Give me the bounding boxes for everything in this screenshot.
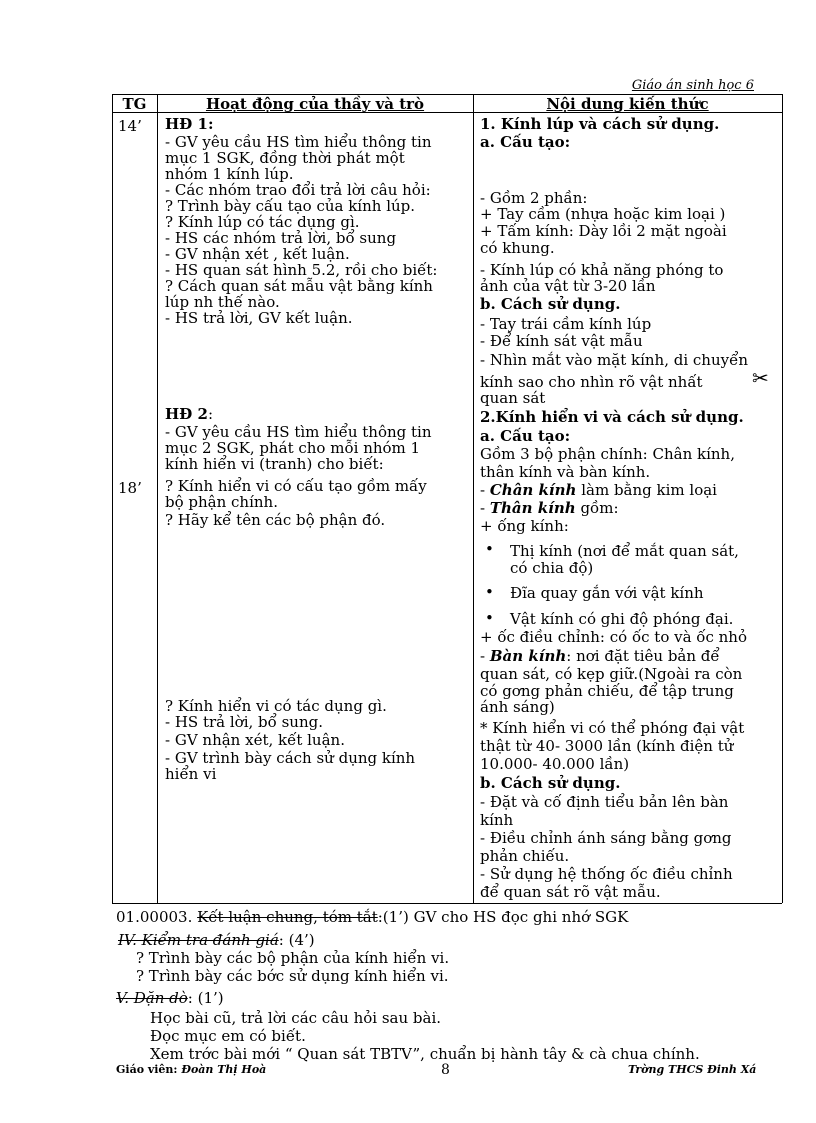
bullet-dot-icon: • [485,609,494,627]
s2b-line: kính [480,811,514,829]
bullet-dot-icon: • [485,540,494,558]
hd1-line: ? Kính lúp có tác dụng gì. [165,213,360,231]
hd1-line: lúp nh thế nào. [165,293,280,311]
section-5-title: V. Dặn dò [116,989,188,1007]
s2b-line: phản chiếu. [480,847,570,865]
col-header-activities: Hoạt động của thầy và trò [205,95,425,113]
footer-teacher-label: Giáo viên: [116,1063,182,1076]
s1b-line: quan sát [480,389,546,407]
hd2-line: ? Hãy kể tên các bộ phận đó. [165,511,386,529]
section-5-suffix: : (1’) [187,989,224,1007]
s2b-line: để quan sát rõ vật mẫu. [480,883,661,901]
hd2-title-suffix: : [207,405,214,423]
s1b-line: kính sao cho nhìn rõ vật nhất [480,373,703,391]
ban-kinh-text: : nơi đặt tiêu bản để [566,647,720,665]
hd1-line: ? Cách quan sát mẫu vật bằng kính [165,277,433,295]
hd2-line: mục 2 SGK, phát cho mỗi nhóm 1 [165,439,421,457]
s1b-line: - Nhìn mắt vào mặt kính, di chuyển [480,351,748,369]
hd1-line: ? Trình bày cấu tạo của kính lúp. [165,197,416,215]
section-5-line: Học bài cũ, trả lời các câu hỏi sau bài. [150,1009,442,1027]
tg-14: 14’ [118,117,142,135]
ban-kinh-line: thật từ 40- 3000 lần (kính điện tử [480,737,734,755]
s1a-line: - Gồm 2 phần: [480,189,588,207]
hd2-line: - GV yêu cầu HS tìm hiểu thông tin [165,423,432,441]
table-col-divider-2 [473,94,474,903]
s2b-title: b. Cách sử dụng. [480,774,621,792]
col-header-content: Nội dung kiến thức [546,95,709,113]
s2a-title: a. Cấu tạo: [480,427,571,445]
hd2-line: bộ phận chính. [165,493,278,511]
section-4-title: IV. Kiểm tra đánh giá [118,931,279,949]
s2b-line: - Đặt và cố định tiểu bản lên bàn [480,793,729,811]
hd2-more-line: - HS trả lời, bổ sung. [165,713,323,731]
s1a-line: + Tấm kính: Dày lồi 2 mặt ngoài [480,222,727,240]
s1a-line: có khung. [480,239,555,257]
section-5-line: Đọc mục em có biết. [150,1027,306,1045]
page-header: Giáo án sinh học 6 [631,78,754,93]
s2-title: 2.Kính hiển vi và cách sử dụng. [480,408,744,426]
s1a-line: + Tay cầm (nhựa hoặc kim loại ) [480,205,726,223]
s1b-line: - Để kính sát vật mẫu [480,332,643,350]
ban-kinh-line: 10.000- 40.000 lần) [480,755,630,773]
section-5-title-row [116,990,224,1006]
conclusion-title: Kết luận chung, tóm tắt [197,908,378,926]
s1a-title: a. Cấu tạo: [480,133,571,151]
section-4-suffix: : (4’) [278,931,315,949]
conclusion-line [116,909,628,925]
hd2-more-line: hiển vi [165,765,217,783]
hd1-line: - Các nhóm trao đổi trả lời câu hỏi: [165,181,431,199]
footer-school: Trờng THCS Đinh Xá [628,1063,757,1076]
bullet-dot-icon: • [485,583,494,601]
than-kinh-label: Thân kính [489,499,576,517]
chan-kinh-text: làm bằng kim loại [576,481,717,499]
bullet-text: Đĩa quay gắn với vật kính [510,584,704,602]
s1b-title: b. Cách sử dụng. [480,295,621,313]
section-4-line: ? Trình bày các bớc sử dụng kính hiển vi. [136,967,449,985]
ban-kinh-line: quan sát, có kẹp giữ.(Ngoài ra còn [480,665,743,683]
hd1-line: nhóm 1 kính lúp. [165,165,294,183]
ban-kinh-line: ánh sáng) [480,698,555,716]
chan-kinh-row: - Chân kính làm bằng kim loại [480,481,717,499]
ban-kinh-label: Bàn kính [489,647,567,665]
s2b-line: - Sử dụng hệ thống ốc điều chỉnh [480,865,733,883]
hd1-line: - HS quan sát hình 5.2, rồi cho biết: [165,261,438,279]
s2a-line: Gồm 3 bộ phận chính: Chân kính, [480,445,735,463]
hd2-more-line: - GV nhận xét, kết luận. [165,731,345,749]
hd1-line: mục 1 SGK, đồng thời phát một [165,149,405,167]
bullet-text: Thị kính (nơi để mắt quan sát, [510,542,739,560]
ong-kinh: + ống kính: [480,517,569,535]
oc-dieu-chinh: + ốc điều chỉnh: có ốc to và ốc nhỏ [480,628,747,646]
section-5-line: Xem trớc bài mới “ Quan sát TBTV”, chuẩn bị hành tây & cà chua chính. [150,1045,700,1063]
hd2-title: HĐ 2 [165,405,208,423]
tg-18: 18’ [118,479,142,497]
hd2-line: kính hiển vi (tranh) cho biết: [165,455,384,473]
section-4-title-row [118,932,315,948]
scissors-icon: ✂ [752,366,769,390]
s1-title: 1. Kính lúp và cách sử dụng. [480,115,720,133]
section-4-line: ? Trình bày các bộ phận của kính hiển vi. [136,949,450,967]
hd2-more-line: ? Kính hiển vi có tác dụng gì. [165,697,387,715]
conclusion-prefix: 01.00003. [116,908,198,926]
s1a-line: - Kính lúp có khả năng phóng to [480,261,724,279]
footer-page-number: 8 [441,1062,450,1078]
s2a-line: thân kính và bàn kính. [480,463,651,481]
table-left-border [112,94,113,903]
than-kinh-row: - Thân kính gồm: [480,499,619,517]
chan-kinh-label: Chân kính [489,481,577,499]
s1b-line: - Tay trái cầm kính lúp [480,315,652,333]
table-right-border [782,94,783,903]
table-bottom-border [112,903,782,904]
ban-kinh-line: có gơng phản chiếu, để tập trung [480,682,734,700]
col-header-tg: TG [122,95,147,113]
ban-kinh-line: * Kính hiển vi có thể phóng đại vật [480,719,745,737]
hd1-line: - HS trả lời, GV kết luận. [165,309,353,327]
footer-teacher [116,1063,266,1076]
bullet-text: có chia độ) [510,559,594,577]
hd1-line: - GV nhận xét , kết luận. [165,245,350,263]
footer-teacher-name: Đoàn Thị Hoà [181,1063,267,1076]
ban-kinh-row: - Bàn kính: nơi đặt tiêu bản để [480,647,720,665]
conclusion-rest: :(1’) GV cho HS đọc ghi nhớ SGK [377,908,629,926]
than-kinh-text: gồm: [575,499,619,517]
hd2-title-row [165,406,213,422]
hd1-title: HĐ 1: [165,115,214,133]
s2b-line: - Điều chỉnh ánh sáng bằng gơng [480,829,732,847]
hd1-line: - GV yêu cầu HS tìm hiểu thông tin [165,133,432,151]
table-col-divider-1 [157,94,158,903]
hd2-more-line: - GV trình bày cách sử dụng kính [165,749,416,767]
bullet-text: Vật kính có ghi độ phóng đại. [510,610,734,628]
hd2-line: ? Kính hiển vi có cấu tạo gồm mấy [165,477,427,495]
hd1-line: - HS các nhóm trả lời, bổ sung [165,229,397,247]
s1a-line: ảnh của vật từ 3-20 lần [480,277,656,295]
